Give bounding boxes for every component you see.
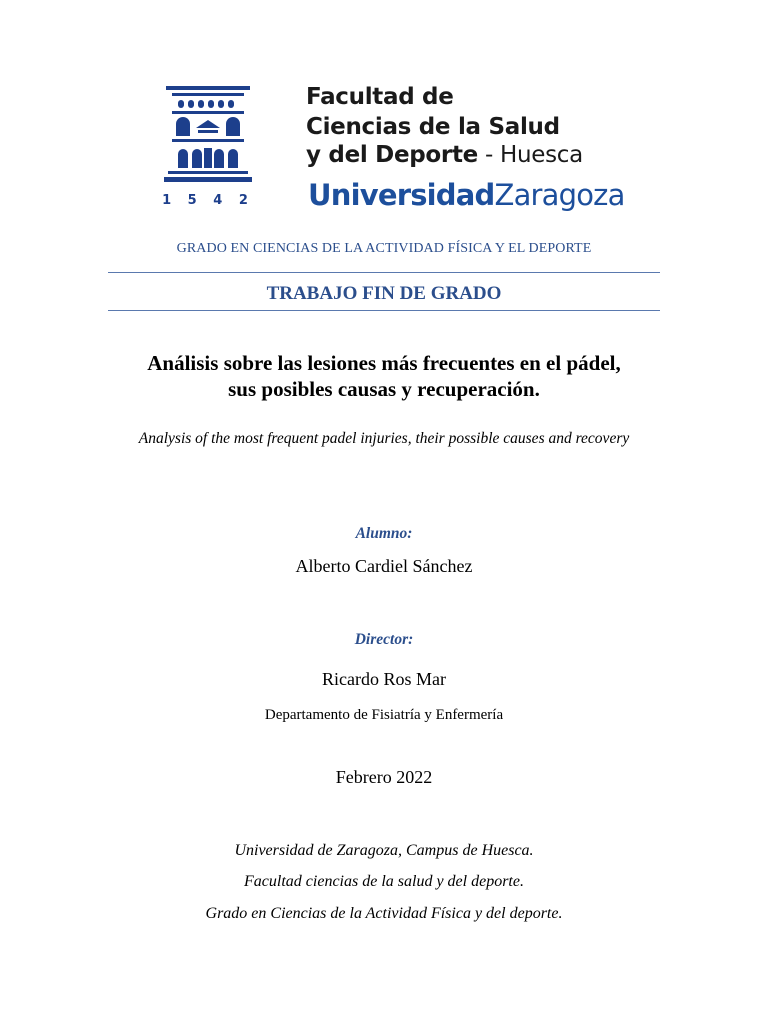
degree-heading: GRADO EN CIENCIAS DE LA ACTIVIDAD FÍSICA Y EL DEPORTE [176, 241, 592, 256]
footer-line-2: Facultad ciencias de la salud y del deporte. [244, 873, 524, 890]
university-name-bold: Universidad [308, 178, 495, 212]
footer-line-3: Grado en Ciencias de la Actividad Física y del deporte. [205, 905, 563, 922]
english-subtitle: Analysis of the most frequent padel injuries, their possible causes and recovery [138, 430, 630, 447]
faculty-line-2: Ciencias de la Salud [306, 114, 560, 140]
submission-date: Febrero 2022 [335, 767, 433, 787]
university-name-light: Zaragoza [494, 178, 625, 212]
director-label: Director: [354, 631, 414, 648]
faculty-location: - Huesca [477, 142, 583, 168]
university-wordmark [308, 178, 625, 212]
university-crest-logo [160, 84, 256, 196]
director-name: Ricardo Ros Mar [322, 669, 446, 689]
faculty-line-1: Facultad de [306, 84, 454, 110]
title-line-1: Análisis sobre las lesiones más frecuentes en el pádel, [147, 351, 621, 375]
crest-year: 1 5 4 2 [162, 193, 254, 208]
divider-bottom [108, 310, 660, 311]
title-line-2: sus posibles causas y recuperación. [228, 377, 540, 401]
student-label: Alumno: [355, 525, 413, 542]
document-type: TRABAJO FIN DE GRADO [266, 283, 502, 304]
faculty-line-3-bold: y del Deporte [306, 142, 478, 168]
student-name: Alberto Cardiel Sánchez [295, 556, 473, 576]
faculty-line-3 [306, 142, 583, 168]
divider-top [108, 272, 660, 273]
footer-line-1: Universidad de Zaragoza, Campus de Huesca. [234, 842, 534, 859]
director-department: Departamento de Fisiatría y Enfermería [264, 707, 504, 723]
